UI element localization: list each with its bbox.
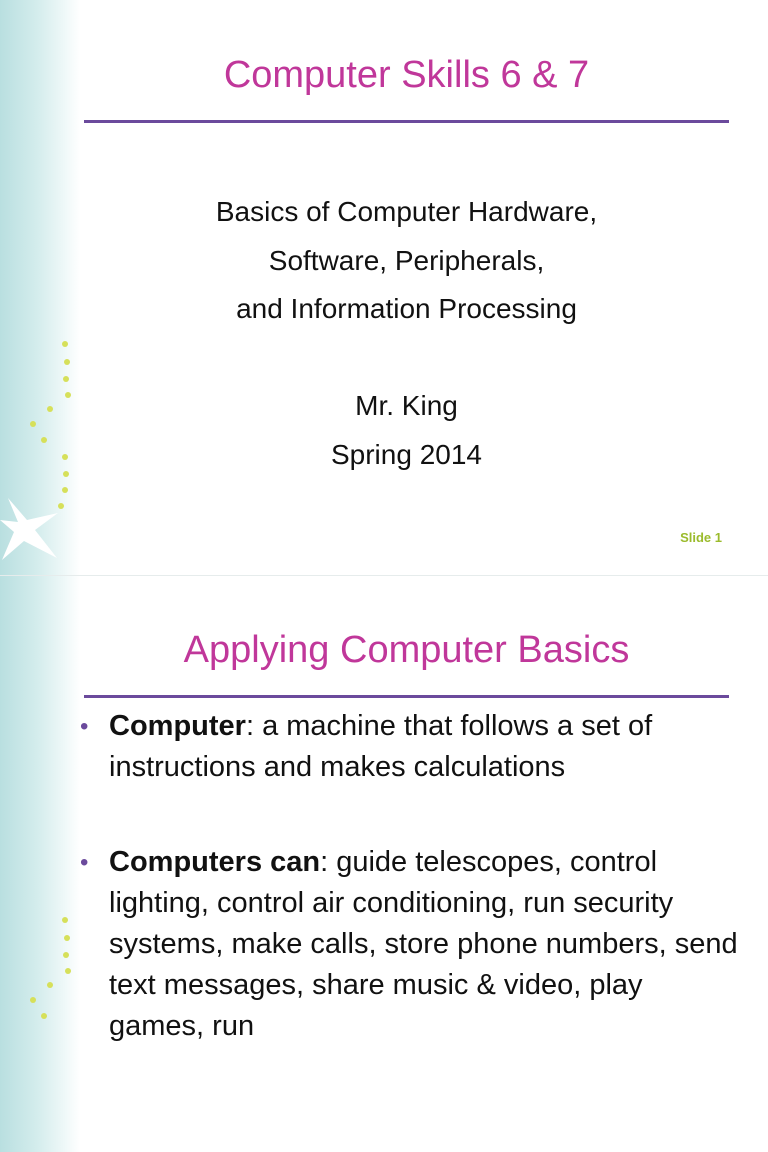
subtitle-line bbox=[84, 334, 729, 383]
bullet-item bbox=[80, 706, 740, 788]
slide-title: Computer Skills 6 & 7 bbox=[223, 54, 590, 96]
side-decoration bbox=[0, 576, 80, 1152]
title-divider bbox=[84, 120, 729, 123]
pinwheel-star-icon bbox=[0, 498, 58, 560]
side-decoration-graphic bbox=[0, 0, 80, 576]
bullet-term: Computer bbox=[109, 710, 246, 742]
bullet-item bbox=[80, 842, 740, 1047]
side-decoration-graphic bbox=[0, 576, 80, 1152]
subtitle-line: and Information Processing bbox=[236, 293, 577, 324]
slide-subtitle bbox=[84, 188, 729, 479]
bullet-list bbox=[80, 706, 740, 1101]
bullet-term: Computers can bbox=[109, 846, 321, 878]
bullet-text: : a machine that follows a set of instructions and makes calculations bbox=[109, 710, 653, 783]
subtitle-line: Basics of Computer Hardware, bbox=[215, 196, 598, 227]
bullet-icon: • bbox=[80, 849, 89, 876]
side-decoration bbox=[0, 0, 80, 576]
bullet-text: : guide telescopes, control lighting, control air conditioning, run security systems, make calls, store phone numbers, send text messages, share music & video, play games, run bbox=[109, 846, 738, 1042]
slide-number: Slide 1 bbox=[680, 530, 722, 545]
subtitle-line: Mr. King bbox=[355, 390, 458, 421]
subtitle-line: Software, Peripherals, bbox=[268, 244, 545, 276]
slide-title: Applying Computer Basics bbox=[183, 629, 630, 671]
bullet-icon: • bbox=[80, 713, 89, 740]
subtitle-line: Spring 2014 bbox=[330, 438, 482, 470]
title-divider bbox=[84, 695, 729, 698]
